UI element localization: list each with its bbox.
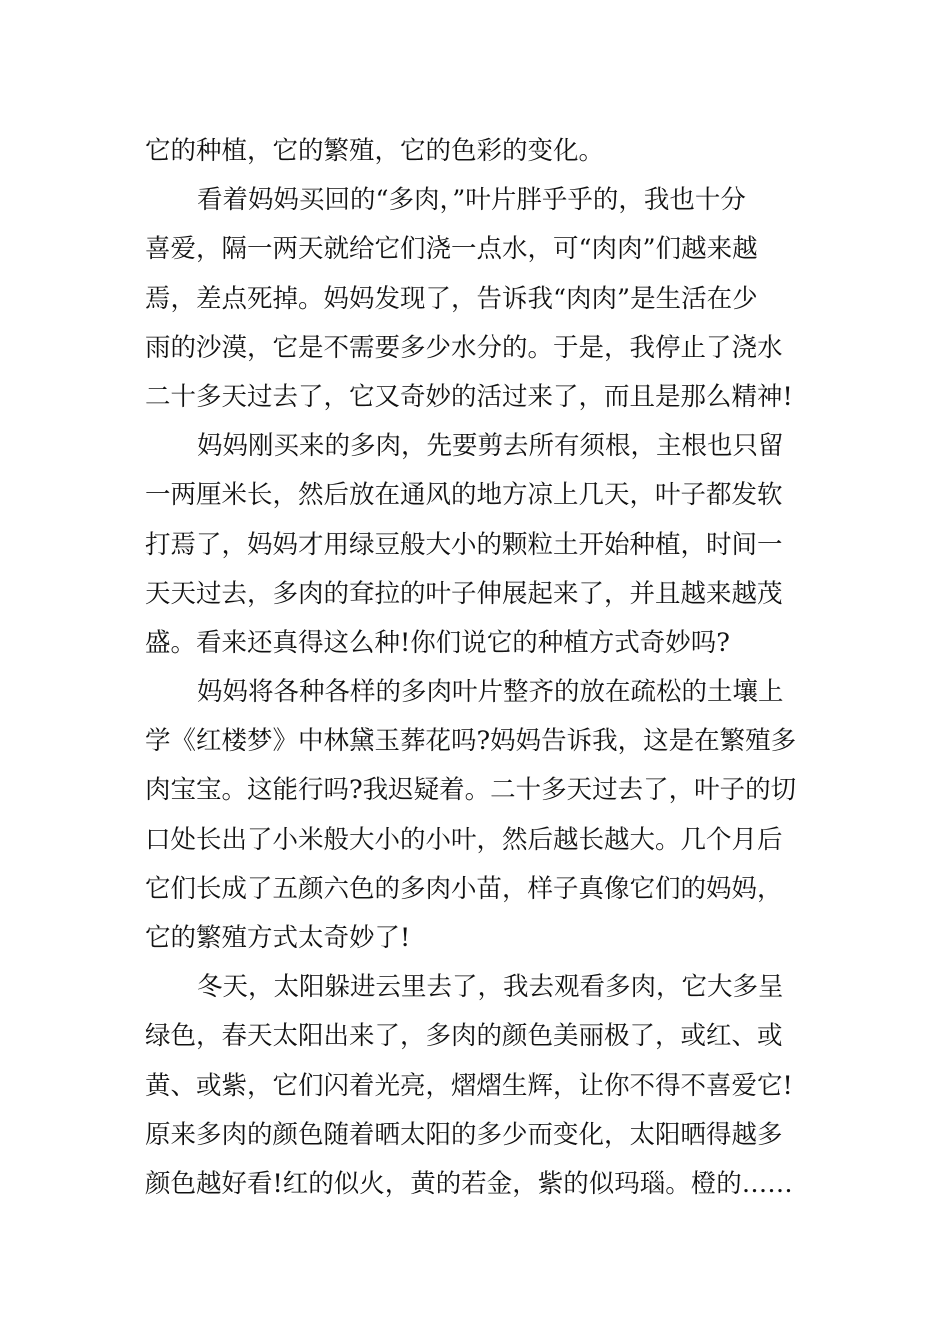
text-line: 二十多天过去了，它又奇妙的活过来了，而且是那么精神! xyxy=(145,381,793,412)
text-line: 颜色越好看!红的似火，黄的若金，紫的似玛瑙。橙的…… xyxy=(145,1168,793,1199)
text-line: 学《红楼梦》中林黛玉葬花吗?妈妈告诉我，这是在繁殖多 xyxy=(145,726,797,757)
text-line: 它们长成了五颜六色的多肉小苗，样子真像它们的妈妈， xyxy=(145,873,783,904)
paragraph-first-line: 看着妈妈买回的“多肉，”叶片胖乎乎的，我也十分 xyxy=(197,185,746,216)
text-line: 黄、或紫，它们闪着光亮，熠熠生辉，让你不得不喜爱它! xyxy=(145,1070,793,1101)
text-line: 天天过去，多肉的耷拉的叶子伸展起来了，并且越来越茂 xyxy=(145,578,783,609)
text-line: 雨的沙漠，它是不需要多少水分的。于是，我停止了浇水 xyxy=(145,332,783,363)
text-line: 肉宝宝。这能行吗?我迟疑着。二十多天过去了，叶子的切 xyxy=(145,775,797,806)
text-line: 一两厘米长，然后放在通风的地方凉上几天，叶子都发软 xyxy=(145,480,783,511)
text-line: 盛。看来还真得这么种!你们说它的种植方式奇妙吗? xyxy=(145,627,730,658)
text-line: 打焉了，妈妈才用绿豆般大小的颗粒土开始种植，时间一 xyxy=(145,529,783,560)
text-line: 喜爱，隔一两天就给它们浇一点水，可“肉肉”们越来越 xyxy=(145,234,758,265)
text-line: 焉，差点死掉。妈妈发现了，告诉我“肉肉”是生活在少 xyxy=(145,283,758,314)
text-line: 口处长出了小米般大小的小叶，然后越长越大。几个月后 xyxy=(145,824,783,855)
essay-text xyxy=(145,127,810,1209)
text-line: 原来多肉的颜色随着晒太阳的多少而变化，太阳晒得越多 xyxy=(145,1119,783,1150)
paragraph-first-line: 妈妈刚买来的多肉，先要剪去所有须根，主根也只留 xyxy=(197,431,784,462)
text-line: 绿色，春天太阳出来了，多肉的颜色美丽极了，或红、或 xyxy=(145,1021,783,1052)
text-line: 它的种植，它的繁殖，它的色彩的变化。 xyxy=(145,136,605,166)
paragraph-first-line: 妈妈将各种各样的多肉叶片整齐的放在疏松的土壤上 xyxy=(197,677,784,708)
paragraph-first-line: 冬天，太阳躲进云里去了，我去观看多肉，它大多呈 xyxy=(197,972,784,1003)
text-line: 它的繁殖方式太奇妙了! xyxy=(145,923,411,953)
